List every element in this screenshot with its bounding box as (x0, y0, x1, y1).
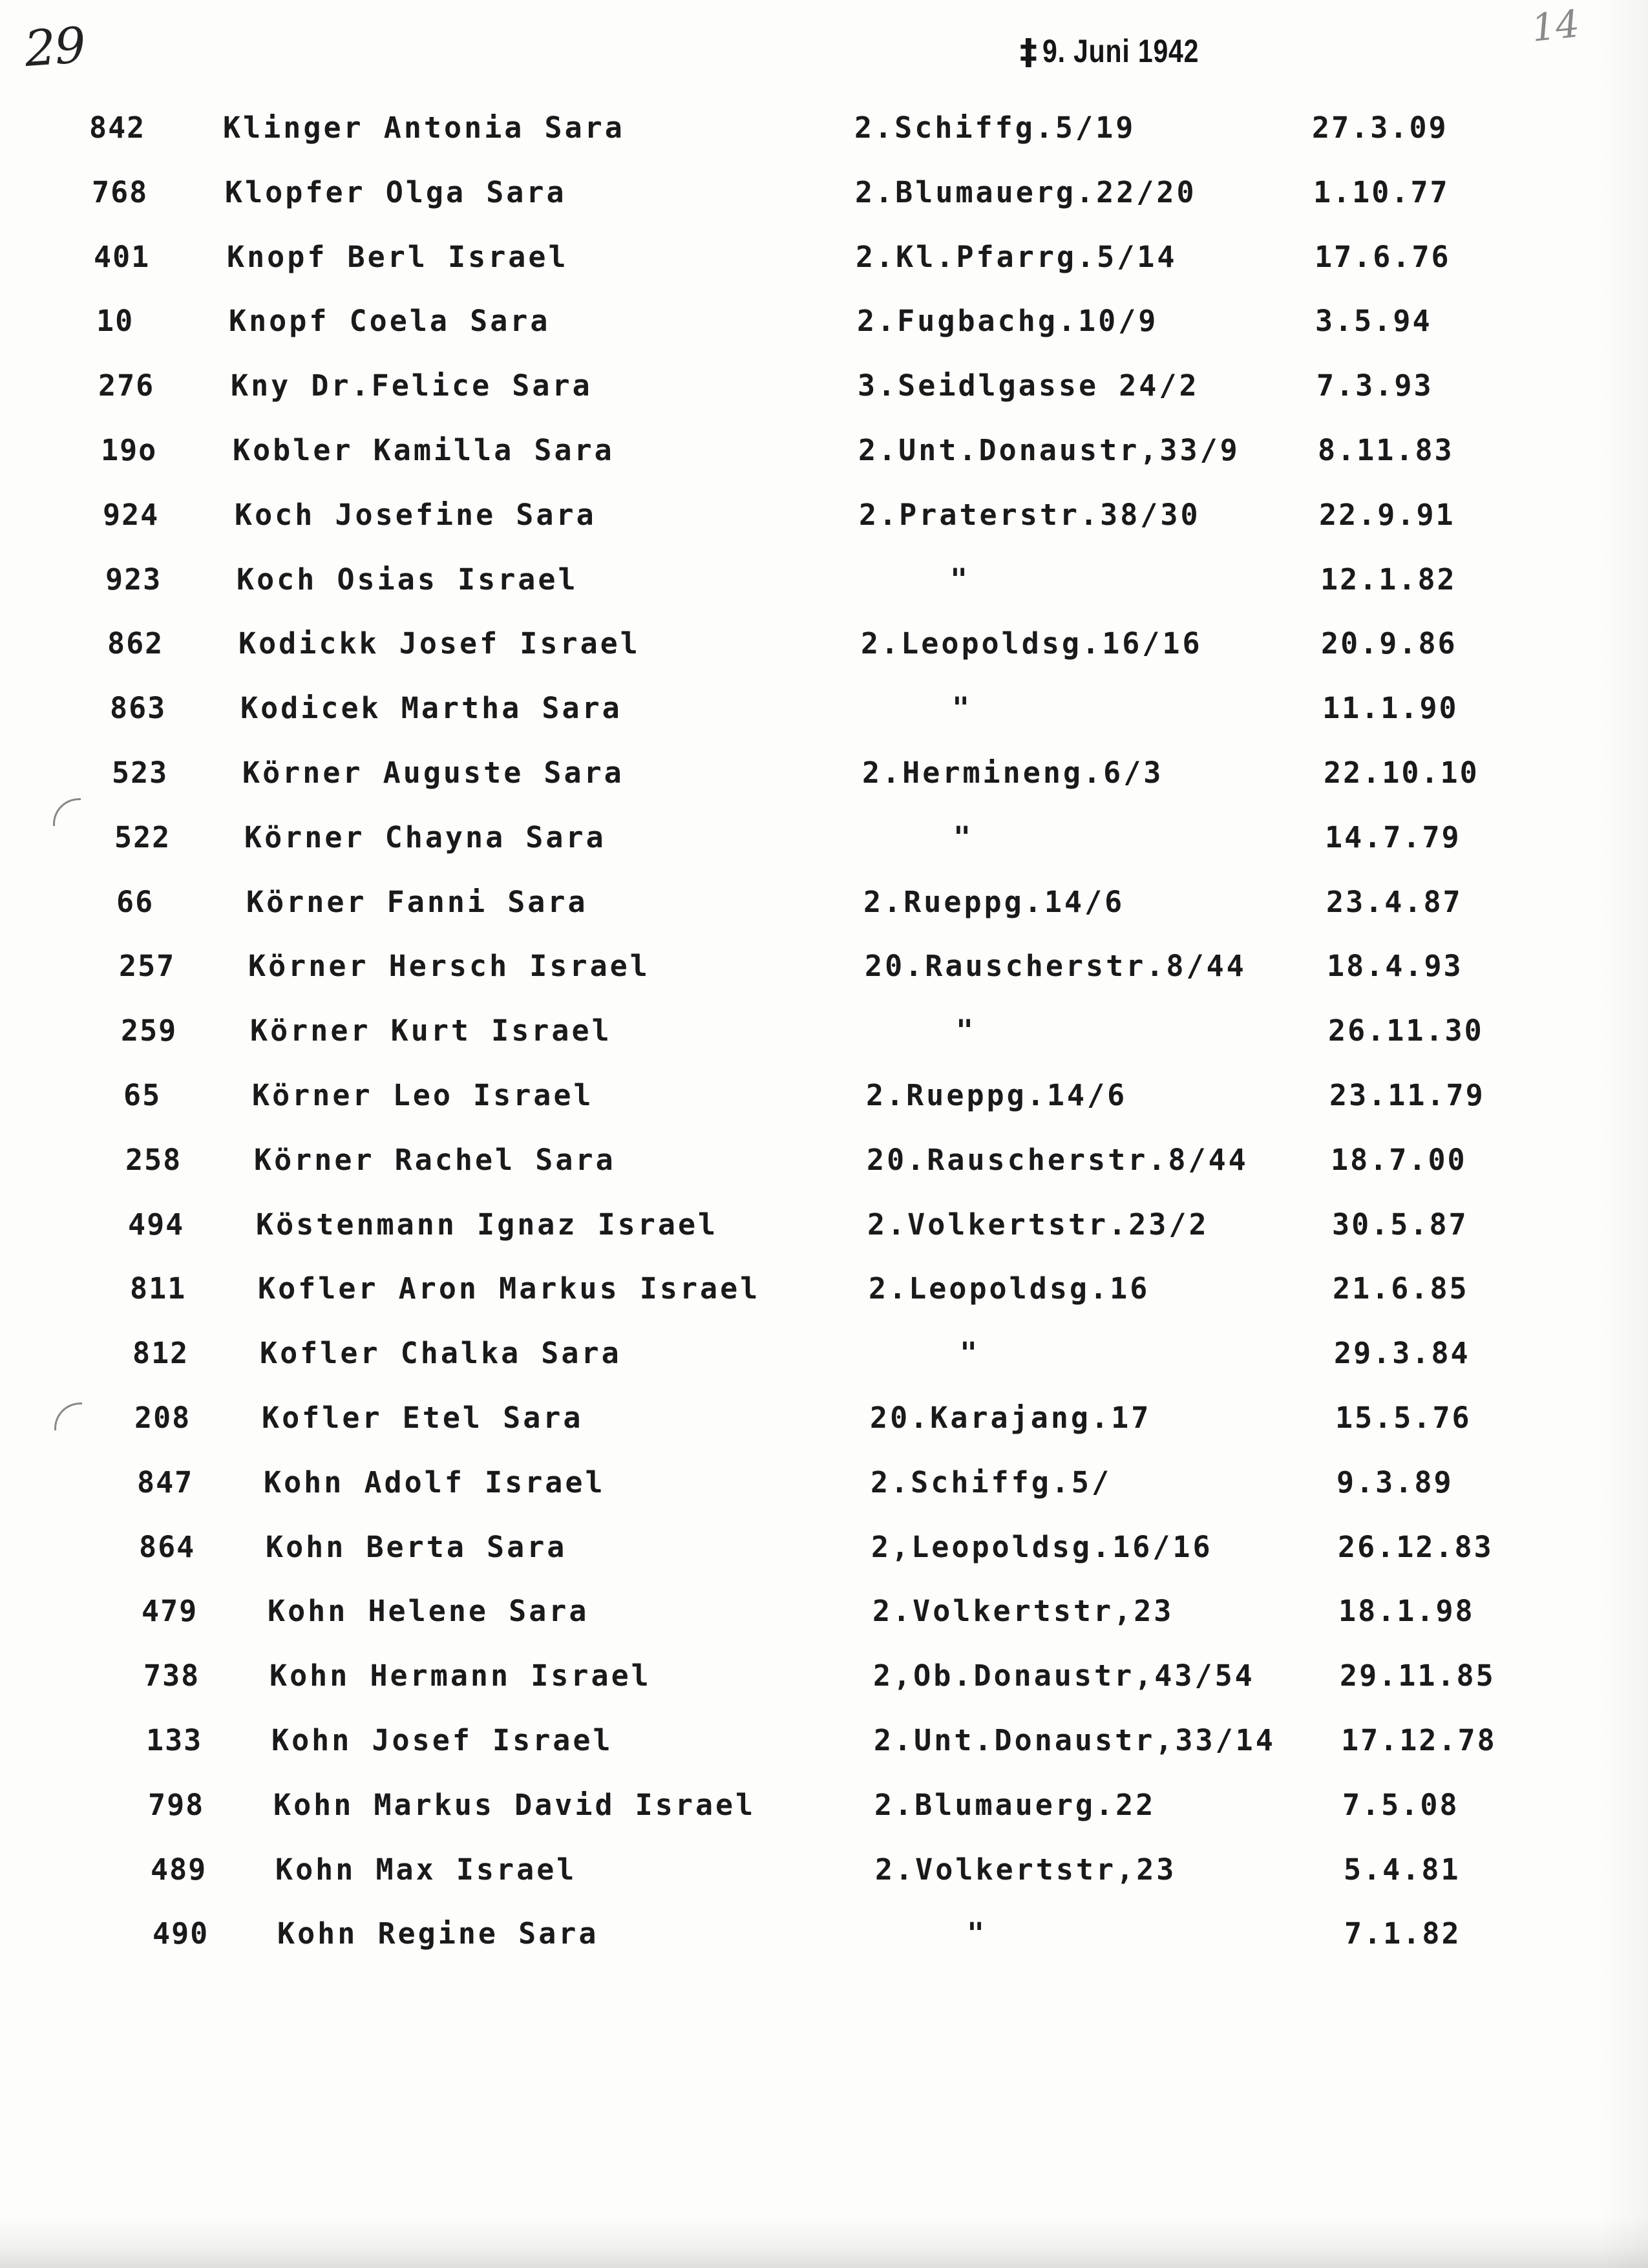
person-name: Körner Rachel Sara (254, 1143, 616, 1177)
person-name: Kny Dr.Felice Sara (231, 368, 593, 403)
person-name: Kodickk Josef Israel (238, 626, 640, 661)
row-number: 923 (105, 562, 162, 597)
person-name: Klinger Antonia Sara (223, 111, 625, 145)
address: 2.Schiffg.5/ (871, 1465, 1112, 1500)
row-number: 494 (128, 1207, 185, 1242)
row-number: 798 (148, 1788, 205, 1822)
birth-date: 7.3.93 (1316, 368, 1433, 403)
person-name: Körner Kurt Israel (250, 1013, 612, 1048)
row-number: 523 (112, 756, 169, 790)
birth-date: 18.4.93 (1327, 949, 1463, 983)
birth-date: 7.1.82 (1344, 1916, 1461, 1951)
person-name: Kohn Adolf Israel (264, 1465, 606, 1500)
birth-date: 22.9.91 (1319, 498, 1455, 532)
person-name: Körner Chayna Sara (244, 820, 606, 854)
table-row (0, 812, 1648, 864)
row-number: 847 (137, 1465, 194, 1500)
person-name: Körner Hersch Israel (248, 949, 650, 983)
person-name: Kofler Etel Sara (262, 1401, 584, 1435)
person-name: Koch Josefine Sara (235, 498, 597, 532)
address: 2.Rueppg.14/6 (863, 885, 1125, 919)
row-number: 738 (143, 1659, 200, 1693)
person-name: Kohn Josef Israel (271, 1723, 613, 1757)
birth-date: 26.12.83 (1338, 1530, 1494, 1564)
row-number: 522 (114, 820, 171, 854)
address: 2.Hermineng.6/3 (862, 756, 1164, 790)
birth-date: 27.3.09 (1312, 111, 1448, 145)
birth-date: 18.7.00 (1331, 1143, 1467, 1177)
row-number: 863 (110, 691, 167, 725)
row-number: 842 (89, 111, 146, 145)
address: " (950, 562, 971, 597)
table-row (0, 1908, 1648, 1960)
table-row (0, 876, 1648, 928)
row-number: 276 (98, 368, 155, 403)
address: 2.Leopoldsg.16/16 (861, 626, 1203, 661)
row-number: 489 (151, 1852, 207, 1887)
table-row (0, 618, 1648, 670)
table-row (0, 1392, 1648, 1444)
birth-date: 23.11.79 (1329, 1078, 1485, 1112)
table-row (0, 489, 1648, 541)
birth-date: 1.10.77 (1313, 175, 1450, 209)
table-row (0, 1328, 1648, 1379)
table-row (0, 1199, 1648, 1251)
row-number: 490 (153, 1916, 209, 1951)
table-row (0, 231, 1648, 283)
person-name: Knopf Berl Israel (227, 240, 569, 274)
row-number: 257 (119, 949, 176, 983)
address: 3.Seidlgasse 24/2 (858, 368, 1199, 403)
birth-date: 7.5.08 (1342, 1788, 1459, 1822)
address: " (952, 691, 973, 725)
address: 2,Ob.Donaustr,43/54 (873, 1659, 1255, 1693)
row-number: 258 (125, 1143, 182, 1177)
handwritten-folio-number: 14 (1529, 1, 1582, 50)
table-row (0, 1070, 1648, 1121)
row-number: 401 (94, 240, 151, 274)
person-name: Knopf Coela Sara (229, 304, 551, 338)
address: 2.Volkertstr,23 (875, 1852, 1177, 1887)
birth-date: 14.7.79 (1325, 820, 1461, 854)
person-name: Kofler Aron Markus Israel (258, 1271, 761, 1306)
address: 2.Praterstr.38/30 (859, 498, 1201, 532)
address: " (960, 1336, 980, 1370)
row-number: 208 (134, 1401, 191, 1435)
table-row (0, 1263, 1648, 1315)
row-number: 66 (116, 885, 154, 919)
person-name: Kohn Markus David Israel (273, 1788, 756, 1822)
table-row (0, 295, 1648, 347)
address: 20.Rauscherstr.8/44 (865, 949, 1247, 983)
person-name: Kohn Helene Sara (268, 1594, 589, 1628)
table-row (0, 1134, 1648, 1186)
birth-date: 22.10.10 (1324, 756, 1479, 790)
table-row (0, 360, 1648, 412)
handwritten-page-number: 29 (23, 16, 87, 78)
address: 20.Karajang.17 (870, 1401, 1152, 1435)
row-number: 65 (123, 1078, 162, 1112)
row-number: 864 (139, 1530, 196, 1564)
person-name: Kohn Max Israel (275, 1852, 577, 1887)
birth-date: 3.5.94 (1315, 304, 1432, 338)
date-stamp (1020, 32, 1234, 70)
scan-shadow-bottom (0, 2217, 1648, 2268)
stamp-date: 9. Juni 1942 (1042, 33, 1199, 69)
person-name: Körner Fanni Sara (246, 885, 588, 919)
address: 2,Leopoldsg.16/16 (871, 1530, 1213, 1564)
row-number: 479 (142, 1594, 198, 1628)
table-row (0, 747, 1648, 799)
person-name: Kohn Hermann Israel (269, 1659, 651, 1693)
birth-date: 9.3.89 (1336, 1465, 1453, 1500)
birth-date: 17.12.78 (1341, 1723, 1497, 1757)
address: 2.Kl.Pfarrg.5/14 (856, 240, 1178, 274)
address: 2.Blumauerg.22/20 (855, 175, 1197, 209)
stamp-mark-icon: ‡ (1020, 32, 1037, 72)
row-number: 19o (101, 433, 158, 467)
address: 2.Leopoldsg.16 (869, 1271, 1150, 1306)
person-name: Kofler Chalka Sara (260, 1336, 622, 1370)
birth-date: 23.4.87 (1326, 885, 1463, 919)
address: 2.Unt.Donaustr,33/9 (858, 433, 1240, 467)
address: 2.Volkertstr.23/2 (867, 1207, 1209, 1242)
address: 2.Unt.Donaustr,33/14 (874, 1723, 1276, 1757)
table-row (0, 1521, 1648, 1573)
table-row (0, 425, 1648, 476)
address: 2.Schiffg.5/19 (854, 111, 1136, 145)
table-row (0, 1715, 1648, 1766)
birth-date: 5.4.81 (1344, 1852, 1461, 1887)
address: 2.Fugbachg.10/9 (857, 304, 1159, 338)
address: 2.Blumauerg.22 (874, 1788, 1156, 1822)
birth-date: 29.3.84 (1334, 1336, 1470, 1370)
birth-date: 30.5.87 (1332, 1207, 1468, 1242)
birth-date: 11.1.90 (1322, 691, 1459, 725)
person-name: Klopfer Olga Sara (225, 175, 567, 209)
row-number: 924 (103, 498, 160, 532)
row-number: 812 (132, 1336, 189, 1370)
birth-date: 20.9.86 (1321, 626, 1457, 661)
person-name: Körner Leo Israel (252, 1078, 594, 1112)
person-name: Kodicek Martha Sara (240, 691, 622, 725)
table-row (0, 1005, 1648, 1057)
row-number: 862 (107, 626, 164, 661)
address: " (953, 820, 974, 854)
address: 20.Rauscherstr.8/44 (867, 1143, 1249, 1177)
birth-date: 12.1.82 (1320, 562, 1457, 597)
person-name: Kobler Kamilla Sara (233, 433, 615, 467)
row-number: 259 (121, 1013, 178, 1048)
birth-date: 29.11.85 (1340, 1659, 1495, 1693)
birth-date: 15.5.76 (1335, 1401, 1472, 1435)
table-row (0, 683, 1648, 734)
address: 2.Volkertstr,23 (872, 1594, 1174, 1628)
table-row (0, 940, 1648, 992)
person-name: Kohn Berta Sara (266, 1530, 567, 1564)
birth-date: 21.6.85 (1333, 1271, 1469, 1306)
birth-date: 18.1.98 (1338, 1594, 1475, 1628)
birth-date: 8.11.83 (1318, 433, 1454, 467)
person-name: Kohn Regine Sara (277, 1916, 599, 1951)
person-name: Koch Osias Israel (237, 562, 578, 597)
row-number: 768 (92, 175, 149, 209)
row-number: 133 (146, 1723, 203, 1757)
table-row (0, 1650, 1648, 1702)
row-number: 10 (96, 304, 134, 338)
birth-date: 26.11.30 (1328, 1013, 1484, 1048)
row-number: 811 (130, 1271, 187, 1306)
table-row (0, 102, 1648, 154)
address: 2.Rueppg.14/6 (866, 1078, 1128, 1112)
person-name: Köstenmann Ignaz Israel (256, 1207, 719, 1242)
person-name: Körner Auguste Sara (242, 756, 624, 790)
address: " (956, 1013, 977, 1048)
table-row (0, 1585, 1648, 1637)
table-row (0, 1844, 1648, 1896)
table-row (0, 554, 1648, 606)
birth-date: 17.6.76 (1315, 240, 1451, 274)
table-row (0, 1457, 1648, 1509)
address: " (967, 1916, 988, 1951)
table-row (0, 1779, 1648, 1831)
table-row (0, 167, 1648, 218)
